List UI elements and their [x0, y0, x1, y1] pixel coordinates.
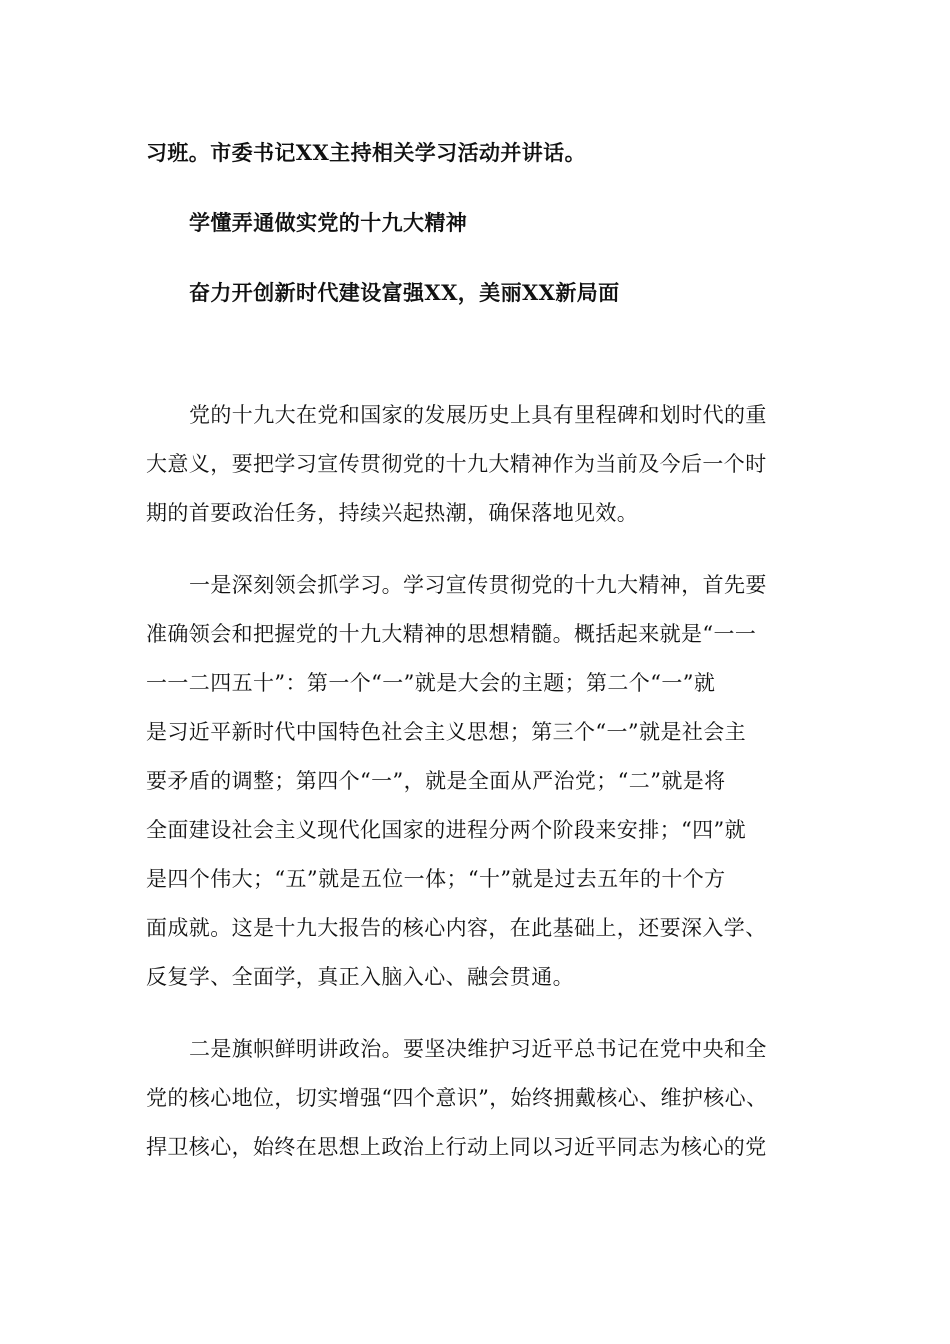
paragraph-line: 捍卫核心，始终在思想上政治上行动上同以习近平同志为核心的党: [146, 1135, 767, 1159]
paragraph-line: 准确领会和把握党的十九大精神的思想精髓。概括起来就是“一一: [146, 622, 757, 646]
intro-line: 习班。市委书记XX主持相关学习活动并讲话。: [146, 140, 586, 165]
paragraph-line: 要矛盾的调整；第四个“一”，就是全面从严治党；“二”就是将: [146, 769, 726, 793]
paragraph-line: 期的首要政治任务，持续兴起热潮，确保落地见效。: [146, 501, 639, 525]
paragraph-line: 党的核心地位，切实增强“四个意识”，始终拥戴核心、维护核心、: [146, 1086, 768, 1110]
paragraph-3: [146, 1025, 796, 1172]
paragraph-line: 反复学、全面学，真正入脑入心、融会贯通。: [146, 965, 574, 989]
paragraph-line: 是四个伟大；“五”就是五位一体；“十”就是过去五年的十个方: [146, 867, 726, 891]
paragraph-2: [146, 561, 796, 1002]
paragraph-line: 一一二四五十”：第一个“一”就是大会的主题；第二个“一”就: [146, 671, 716, 695]
paragraph-1: [146, 391, 796, 538]
paragraph-line: 全面建设社会主义现代化国家的进程分两个阶段来安排；“四”就: [146, 818, 747, 842]
paragraph-line: 大意义，要把学习宣传贯彻党的十九大精神作为当前及今后一个时: [146, 452, 767, 476]
paragraph-line: 一是深刻领会抓学习。学习宣传贯彻党的十九大精神，首先要: [189, 573, 767, 597]
paragraph-line: 面成就。这是十九大报告的核心内容，在此基础上，还要深入学、: [146, 916, 767, 940]
headline-2: 奋力开创新时代建设富强XX，美丽XX新局面: [189, 280, 620, 305]
paragraph-line: 二是旗帜鲜明讲政治。要坚决维护习近平总书记在党中央和全: [189, 1037, 767, 1061]
document-page: [146, 128, 796, 1172]
headline-1: 学懂弄通做实党的十九大精神: [189, 210, 468, 235]
paragraph-line: 党的十九大在党和国家的发展历史上具有里程碑和划时代的重: [189, 403, 767, 427]
paragraph-line: 是习近平新时代中国特色社会主义思想；第三个“一”就是社会主: [146, 720, 747, 744]
